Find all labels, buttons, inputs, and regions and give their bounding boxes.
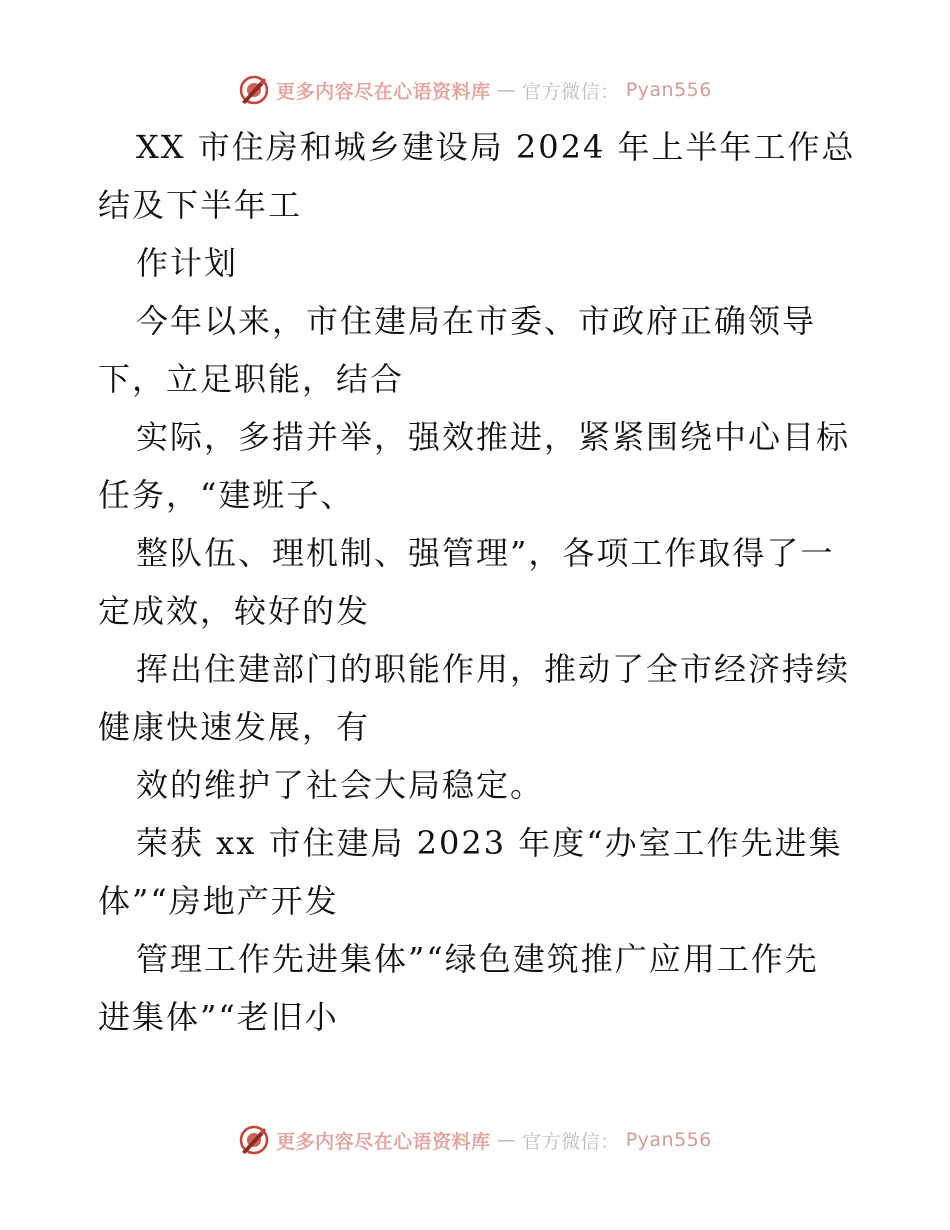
document-line: 荣获 xx 市住建局 2023 年度“办室工作先进集 bbox=[136, 824, 843, 862]
document-line: 定成效，较好的发 bbox=[98, 592, 371, 630]
watermark-separator: — bbox=[496, 79, 517, 101]
watermark-wechat-id: Pyan556 bbox=[625, 79, 712, 101]
document-line: 体”“房地产开发 bbox=[98, 882, 339, 920]
watermark-main-text: 更多内容尽在心语资料库 bbox=[276, 80, 491, 103]
document-line: 结及下半年工 bbox=[98, 186, 303, 224]
watermark-wechat-id: Pyan556 bbox=[625, 1129, 712, 1151]
document-line: 任务，“建班子、 bbox=[98, 476, 355, 514]
document-line: 挥出住建部门的职能作用，推动了全市经济持续 bbox=[136, 650, 851, 688]
document-line: 进集体”“老旧小 bbox=[98, 998, 339, 1036]
watermark-header bbox=[0, 70, 950, 110]
document-line: 作计划 bbox=[136, 244, 239, 282]
document-line: 今年以来，市住建局在市委、市政府正确领导 bbox=[136, 302, 817, 340]
watermark-main-text: 更多内容尽在心语资料库 bbox=[276, 1130, 491, 1153]
document-line: XX 市住房和城乡建设局 2024 年上半年工作总 bbox=[136, 128, 856, 166]
document-body bbox=[98, 118, 868, 1046]
document-line: 管理工作先进集体”“绿色建筑推广应用工作先 bbox=[136, 940, 819, 978]
watermark-separator: — bbox=[496, 1129, 517, 1151]
document-line: 整队伍、理机制、强管理”，各项工作取得了一 bbox=[136, 534, 835, 572]
document-line: 实际，多措并举，强效推进，紧紧围绕中心目标 bbox=[136, 418, 851, 456]
document-line: 效的维护了社会大局稳定。 bbox=[136, 766, 545, 804]
document-line: 健康快速发展，有 bbox=[98, 708, 371, 746]
watermark-footer bbox=[0, 1120, 950, 1160]
document-line: 下，立足职能，结合 bbox=[98, 360, 405, 398]
pen-seal-icon bbox=[238, 74, 270, 106]
watermark-sub-text: 官方微信： bbox=[522, 80, 620, 103]
watermark-sub-text: 官方微信： bbox=[522, 1130, 620, 1153]
pen-seal-icon bbox=[238, 1124, 270, 1156]
